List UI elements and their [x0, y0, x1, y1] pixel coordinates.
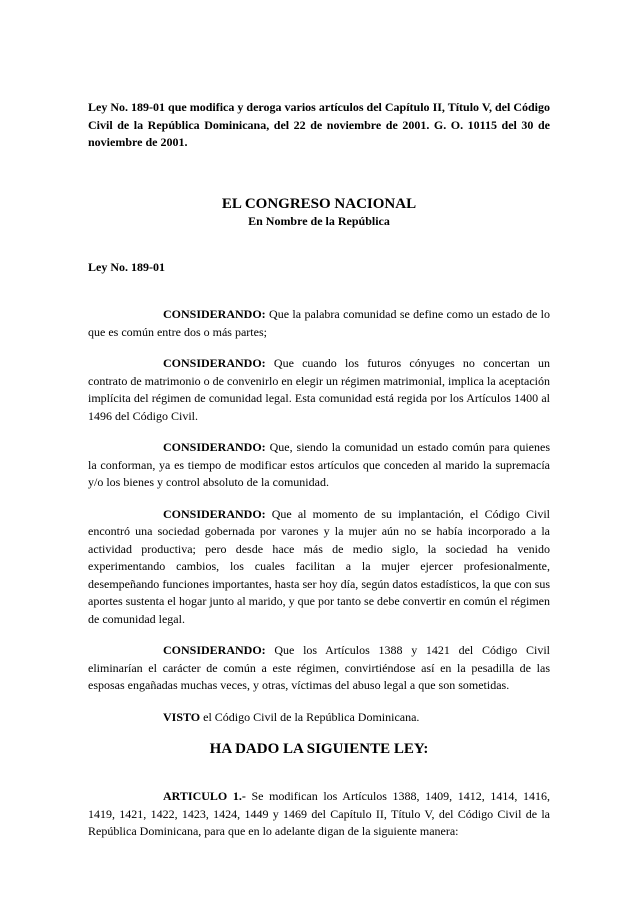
considerando-text: Que, siendo la comunidad un estado común para quienes la conforman, ya es tiempo de modificar estos artículos que conceden al marido la supremacía y/o los bienes y control absoluto de la comunidad.	[88, 440, 550, 489]
law-number: Ley No. 189-01	[88, 259, 165, 274]
considerando-keyword: CONSIDERANDO:	[163, 440, 266, 454]
considerando-text: Que cuando los futuros cónyuges no concertan un contrato de matrimonio o de convenirlo en elegir un régimen matrimonial, implica la aceptación implícita del régimen de comunidad legal. Esta comunidad está regida por los Artículos 1400 al 1496 del Código Civil.	[88, 356, 550, 423]
considerando-1	[88, 306, 550, 341]
congress-title: EL CONGRESO NACIONAL	[221, 195, 417, 212]
articulo-keyword: ARTICULO 1.-	[163, 789, 246, 803]
articulo-text: Se modifican los Artículos 1388, 1409, 1412, 1414, 1416, 1419, 1421, 1422, 1423, 1424, 1449 y 1469 del Capítulo II, Título V, del Código Civil de la República Dominicana, para que en lo adelante digan de la siguiente manera:	[88, 789, 550, 838]
considerando-3	[88, 439, 550, 492]
visto-paragraph	[88, 709, 550, 727]
law-header: Ley No. 189-01 que modifica y deroga varios artículos del Capítulo II, Título V, del Código Civil de la República Dominicana, del 22 de noviembre de 2001. G. O. 10115 del 30 de noviembre de 2001.	[88, 100, 550, 149]
considerando-text: Que la palabra comunidad se define como un estado de lo que es común entre dos o más partes;	[88, 307, 550, 339]
considerando-5	[88, 642, 550, 695]
congress-subtitle: En Nombre de la República	[248, 213, 390, 228]
considerando-text: Que los Artículos 1388 y 1421 del Código Civil eliminarían el carácter de común a este régimen, convirtiéndose así en la pesadilla de las esposas engañadas muchas veces, y otras, víctimas del abuso legal a que son sometidas.	[88, 643, 550, 692]
ha-dado-heading: HA DADO LA SIGUIENTE LEY:	[209, 741, 429, 757]
considerando-text: Que al momento de su implantación, el Código Civil encontró una sociedad gobernada por varones y la mujer aún no se había incorporado a la actividad productiva; pero desde hace más de medio siglo, la sociedad ha venido experimentando cambios, los cuales facilitan a la mujer ejercer profesionalmente, desempeñando funciones importantes, hasta ser hoy día, según datos estadísticos, la que con sus aportes sustenta el hogar junto al marido, y que por tanto se debe convertir en común el régimen de comunidad legal.	[88, 506, 550, 626]
considerando-4	[88, 506, 550, 629]
articulo-1	[88, 788, 550, 841]
document-page	[88, 99, 550, 855]
considerando-keyword: CONSIDERANDO:	[163, 356, 266, 370]
visto-keyword: VISTO	[163, 709, 201, 724]
considerando-keyword: CONSIDERANDO:	[163, 643, 266, 657]
visto-text: el Código Civil de la República Dominicana.	[200, 709, 420, 724]
considerando-keyword: CONSIDERANDO:	[163, 307, 266, 321]
considerando-keyword: CONSIDERANDO:	[163, 506, 266, 521]
considerando-2	[88, 355, 550, 425]
